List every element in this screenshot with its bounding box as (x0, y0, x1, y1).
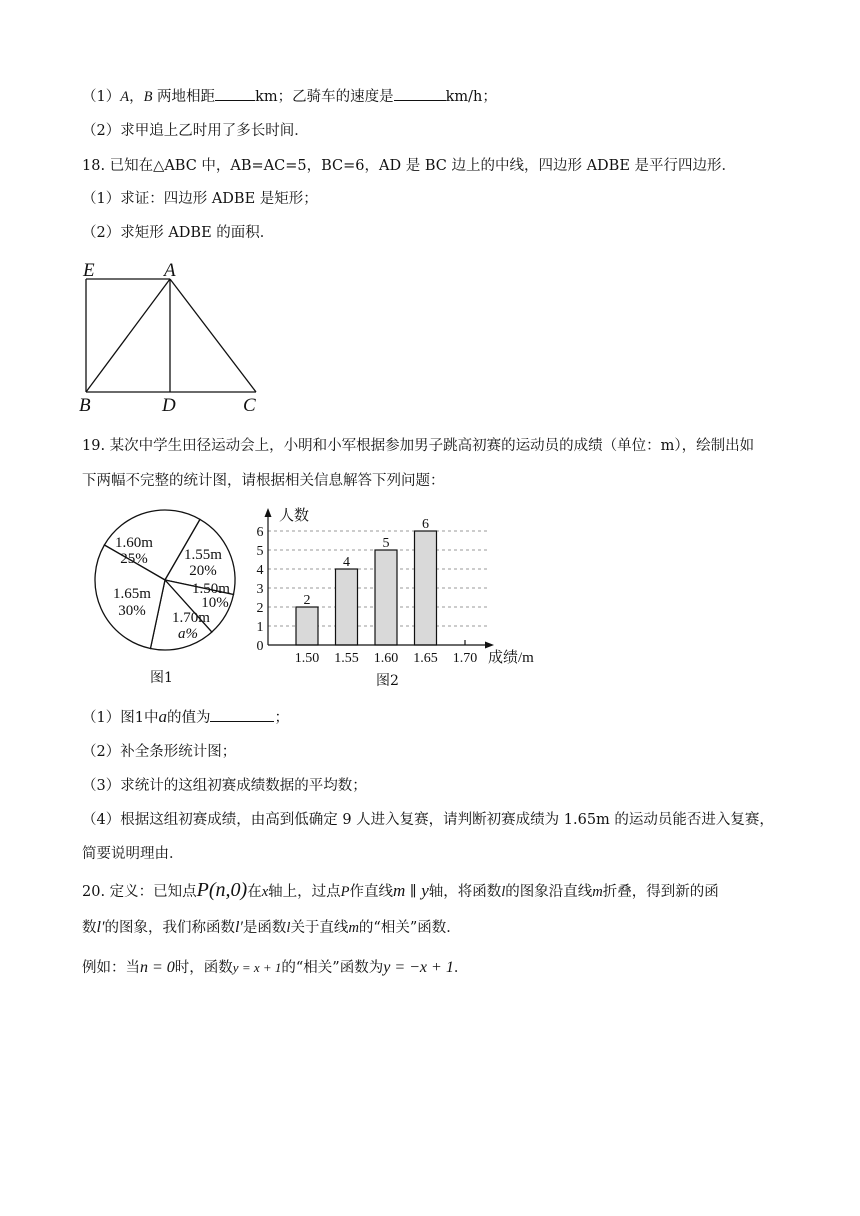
q19-part4-line1: （4）根据这组初赛成绩，由高到低确定 9 人进入复赛，请判断初赛成绩为 1.65m 的运动员能否进入复赛， (82, 812, 774, 828)
pie-pct-1-70m: a% (178, 626, 198, 642)
x-tick-label: 1.70 (452, 651, 478, 666)
q18-part2: （2）求矩形 ADBE 的面积． (82, 225, 275, 241)
label-E: E (83, 260, 95, 281)
label-B: B (79, 395, 91, 416)
x-tick-label: 1.60 (373, 651, 399, 666)
bar-1-65 (415, 531, 437, 645)
pie-label-1-55m: 1.55m (184, 547, 222, 563)
y-tick-label: 5 (256, 544, 264, 559)
bar-value-label: 4 (343, 555, 350, 570)
label-D: D (162, 395, 176, 416)
y-tick-label: 2 (256, 601, 264, 616)
y-axis-label: 人数 (279, 508, 310, 524)
x-tick-label: 1.50 (294, 651, 320, 666)
answer-blank[interactable] (215, 87, 255, 101)
bar-1-55 (336, 569, 358, 645)
y-tick-label: 4 (256, 563, 264, 578)
q19-part2: （2）补全条形统计图； (82, 744, 237, 760)
y-tick-label: 3 (256, 582, 264, 597)
q20-line1: 20. 定义：已知点P(n,0)在x轴上，过点P作直线m ∥ y轴，将函数l的图象沿直线m折叠，得到新的函 (82, 879, 719, 901)
q18-rectangle-triangle-figure (76, 256, 276, 418)
x-axis-arrow-icon (485, 642, 494, 649)
q19-stem-line2: 下两幅不完整的统计图，请根据相关信息解答下列问题： (82, 473, 445, 489)
y-tick-label: 6 (256, 525, 264, 540)
bar-1-50 (296, 607, 318, 645)
q17-part1: （1）A，B 两地相距 km；乙骑车的速度是 km/h； (82, 89, 497, 105)
answer-blank[interactable] (394, 87, 446, 101)
q20-line2: 数l′的图象，我们称函数l′是函数l关于直线m的“相关”函数． (82, 919, 461, 936)
q17-part2: （2）求甲追上乙时用了多长时间． (82, 123, 309, 139)
bar-value-label: 6 (422, 517, 429, 532)
pie-pct-1-60m: 25% (120, 551, 148, 567)
y-axis-arrow-icon (265, 508, 272, 517)
q19-part4-line2: 简要说明理由． (82, 846, 184, 862)
label-A: A (164, 260, 176, 281)
pie-pct-1-55m: 20% (189, 563, 217, 579)
pie-pct-1-50m: 10% (201, 595, 229, 611)
pie-label-1-70m: 1.70m (172, 610, 210, 626)
answer-blank[interactable] (210, 708, 274, 722)
pie-label-1-65m: 1.65m (113, 586, 151, 602)
pie-chart (90, 505, 240, 657)
q18-part1: （1）求证：四边形 ADBE 是矩形； (82, 191, 318, 207)
pie-label-1-60m: 1.60m (115, 535, 153, 551)
fig1-caption: 图1 (150, 670, 173, 686)
bar-chart (252, 502, 552, 670)
q19-stem-line1: 19. 某次中学生田径运动会上，小明和小军根据参加男子跳高初赛的运动员的成绩（单位：m），绘制出如 (82, 438, 755, 454)
label-C: C (243, 395, 256, 416)
pie-pct-1-65m: 30% (118, 603, 146, 619)
pie-label-1-50m: 1.50m (192, 581, 230, 597)
y-tick-label: 0 (256, 639, 264, 654)
q18-stem: 18. 已知在△ABC 中，AB=AC=5，BC=6，AD 是 BC 边上的中线，四边形 ADBE 是平行四边形． (82, 158, 737, 174)
q19-part1: （1）图1中a的值为 ； (82, 707, 289, 726)
fig2-caption: 图2 (376, 673, 399, 689)
bar-value-label: 2 (303, 593, 311, 608)
bar-value-label: 5 (382, 536, 390, 551)
x-tick-label: 1.65 (413, 651, 438, 666)
y-tick-label: 1 (256, 620, 264, 635)
q19-part3: （3）求统计的这组初赛成绩数据的平均数； (82, 778, 367, 794)
q20-example: 例如：当n = 0时，函数y = x + 1的“相关”函数为y = −x + 1． (82, 959, 469, 976)
x-axis-label: 成绩/m (488, 650, 534, 666)
x-tick-label: 1.55 (334, 651, 359, 666)
bar-1-60 (375, 550, 397, 645)
